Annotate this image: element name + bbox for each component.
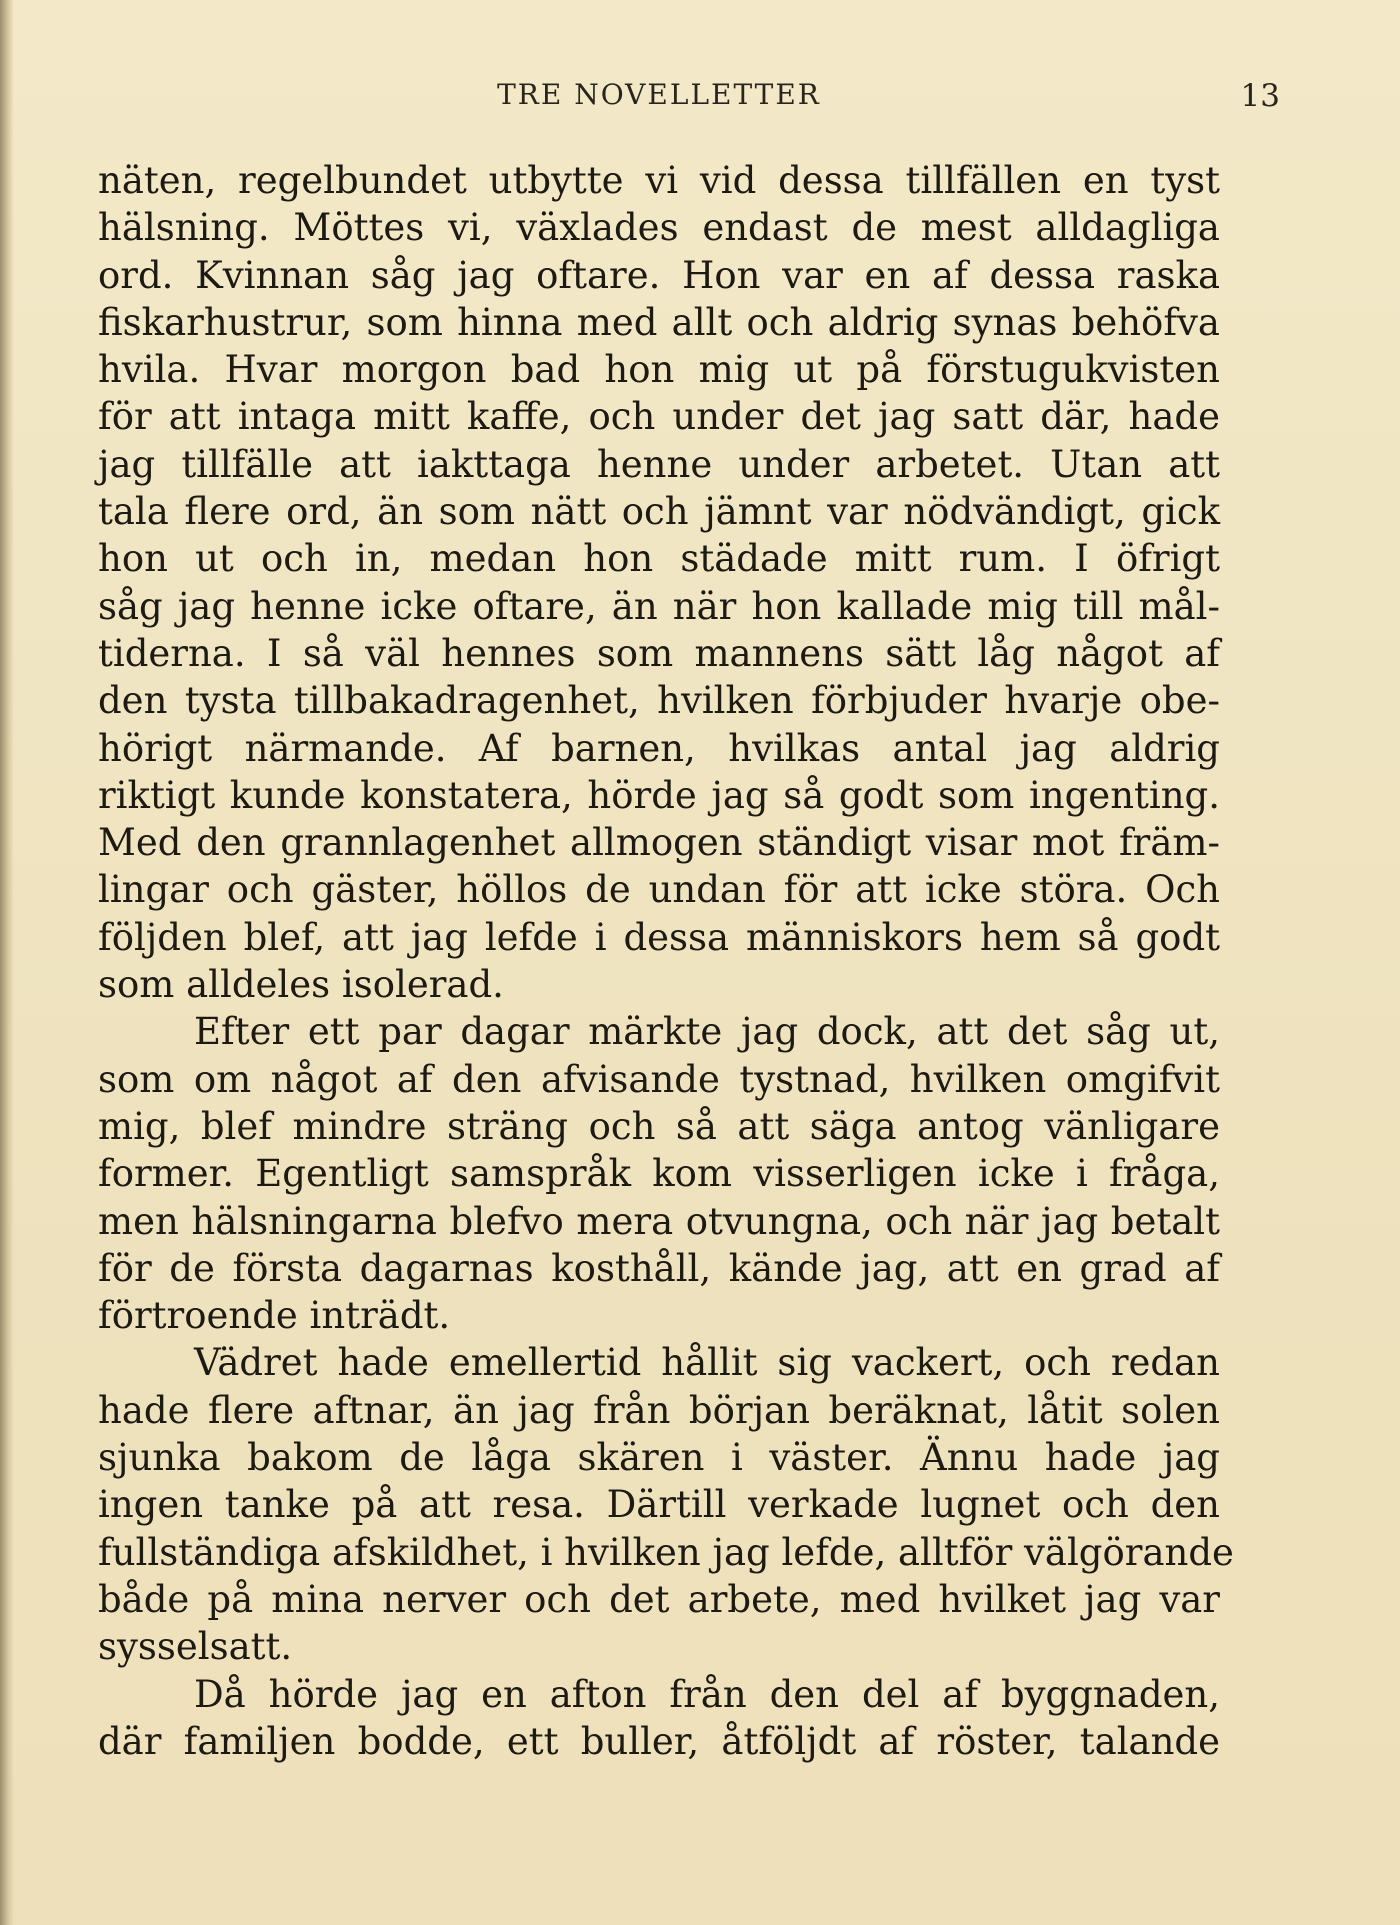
text-line: som om något af den afvisande tystnad, hvilken omgifvit: [98, 1057, 1220, 1101]
text-line: fullständiga afskildhet, i hvilken jag lefde, alltför välgörande: [98, 1530, 1234, 1574]
body-text: [98, 157, 1234, 1765]
text-line: såg jag henne icke oftare, än när hon kallade mig till mål-: [98, 584, 1220, 628]
text-line: följden blef, att jag lefde i dessa människors hem så godt: [98, 915, 1220, 959]
text-line: som alldeles isolerad.: [98, 963, 504, 1007]
text-line: hon ut och in, medan hon städade mitt rum. I öfrigt: [98, 537, 1220, 581]
text-line: för att intaga mitt kaffe, och under det jag satt där, hade: [98, 395, 1220, 439]
page-number: 13: [1240, 78, 1280, 114]
text-line: lingar och gäster, höllos de undan för att icke störa. Och: [98, 868, 1220, 912]
text-line: jag tillfälle att iakttaga henne under arbetet. Utan att: [98, 442, 1220, 486]
text-line: sysselsatt.: [98, 1625, 293, 1669]
text-line: sjunka bakom de låga skären i väster. Ännu hade jag: [98, 1436, 1220, 1480]
text-line: näten, regelbundet utbytte vi vid dessa tillfällen en tyst: [98, 159, 1220, 202]
text-line: Vädret hade emellertid hållit sig vackert, och redan: [194, 1341, 1220, 1385]
text-line: hälsning. Möttes vi, växlades endast de mest alldagliga: [98, 206, 1220, 250]
text-line: både på mina nerver och det arbete, med hvilket jag var: [98, 1577, 1220, 1621]
text-line: mig, blef mindre sträng och så att säga antog vänligare: [98, 1104, 1220, 1148]
text-line: Med den grannlagenhet allmogen ständigt visar mot främ-: [98, 821, 1220, 865]
text-line: tala flere ord, än som nätt och jämnt var nödvändigt, gick: [98, 490, 1220, 534]
running-title: TRE NOVELLETTER: [497, 78, 821, 111]
text-line: förtroende inträdt.: [98, 1294, 451, 1338]
text-line: ingen tanke på att resa. Därtill verkade lugnet och den: [98, 1483, 1220, 1527]
text-line: fiskarhustrur, som hinna med allt och aldrig synas behöfva: [98, 300, 1220, 344]
running-header: [98, 78, 1280, 118]
text-line: den tysta tillbakadragenhet, hvilken förbjuder hvarje obe-: [98, 679, 1220, 723]
text-line: för de första dagarnas kosthåll, kände jag, att en grad af: [98, 1246, 1220, 1290]
text-line: riktigt kunde konstatera, hörde jag så godt som ingenting.: [98, 773, 1220, 817]
text-line: tiderna. I så väl hennes som mannens sätt låg något af: [98, 631, 1220, 675]
text-line: hörigt närmande. Af barnen, hvilkas antal jag aldrig: [98, 726, 1220, 770]
text-line: men hälsningarna blefvo mera otvungna, och när jag betalt: [98, 1199, 1220, 1243]
text-line: där familjen bodde, ett buller, åtföljdt af röster, talande: [98, 1719, 1220, 1763]
text-line: ord. Kvinnan såg jag oftare. Hon var en af dessa raska: [98, 253, 1220, 297]
text-line: hade flere aftnar, än jag från början beräknat, låtit solen: [98, 1388, 1220, 1432]
page-edge-shadow: [0, 0, 14, 1925]
text-line: hvila. Hvar morgon bad hon mig ut på förstugukvisten: [98, 348, 1220, 392]
text-line: Då hörde jag en afton från den del af byggnaden,: [194, 1672, 1220, 1716]
text-line: former. Egentligt samspråk kom visserligen icke i fråga,: [98, 1152, 1220, 1196]
text-line: Efter ett par dagar märkte jag dock, att det såg ut,: [194, 1010, 1220, 1054]
